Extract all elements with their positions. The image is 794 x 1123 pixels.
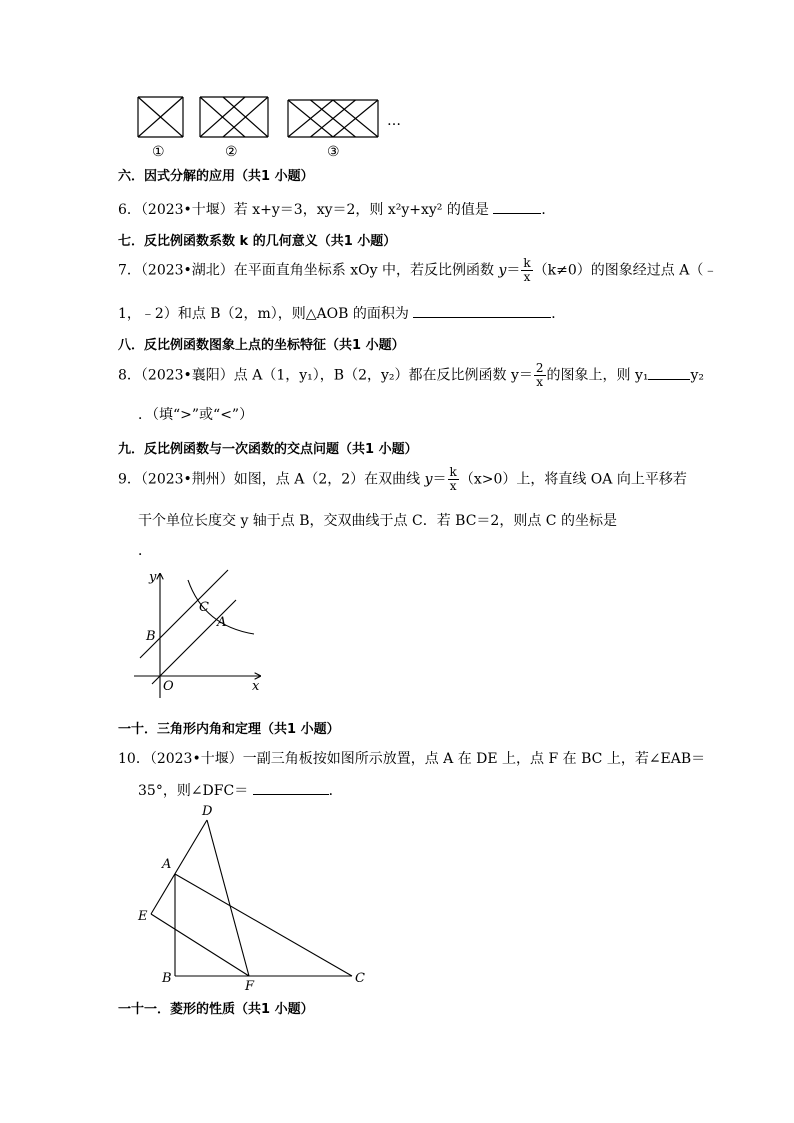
section-heading-9: 九．反比例函数与一次函数的交点问题（共1 小题） [118, 442, 418, 457]
question-7-text-b: （k≠0）的图象经过点 A（﹣ [533, 262, 718, 279]
question-6-text: x+y＝3，xy＝2，则 x²y+xy² 的值是 [252, 202, 489, 218]
question-8-text-b: 的图象上，则 y₁ [546, 367, 649, 384]
ellipsis: … [387, 113, 401, 129]
point-label-c: C [355, 971, 365, 986]
point-label-c: C [199, 600, 209, 615]
question-7-text-c: 1，﹣2）和点 B（2，m），则△AOB 的面积为 [118, 306, 409, 322]
answer-blank[interactable] [493, 212, 541, 214]
question-10-line-1: 10．（2023•十堰）一副三角板按如图所示放置，点 A 在 DE 上，点 F 在 BC 上，若∠EAB＝ [118, 751, 706, 767]
figure-label-2: ② [225, 144, 238, 160]
point-label-e: E [138, 909, 148, 924]
fraction-2-over-x: $\frac{2}{x}$ [535, 361, 544, 389]
point-label-f: F [245, 979, 255, 992]
point-label-o: O [163, 679, 174, 694]
question-9-line-2: 干个单位长度交 y 轴于点 B，交双曲线于点 C．若 BC＝2，则点 C 的坐标是 [138, 513, 617, 529]
question-8-text-c: y₂ [690, 367, 705, 384]
question-8-line-2: ．（填“>”或“<”） [138, 407, 254, 423]
section-heading-6: 六．因式分解的应用（共1 小题） [118, 169, 314, 184]
question-9-text-b: （x>0）上，将直线 OA 向上平移若 [459, 471, 687, 488]
point-label-a: A [162, 857, 172, 872]
axis-label-y: y [149, 570, 157, 585]
question-9-line-3: ． [138, 543, 152, 559]
point-label-b: B [162, 971, 172, 986]
question-9-text-a: 9．（2023•荆州）如图，点 A（2，2）在双曲线 [118, 471, 421, 488]
section-heading-8: 八．反比例函数图象上点的坐标特征（共1 小题） [118, 338, 405, 353]
answer-blank[interactable] [253, 793, 329, 795]
question-7-text-a: 7．（2023•湖北）在平面直角坐标系 xOy 中，若反比例函数 [118, 262, 494, 279]
section-heading-11: 一十一．菱形的性质（共1 小题） [118, 1002, 314, 1017]
question-7-line-1: 7．（2023•湖北）在平面直角坐标系 xOy 中，若反比例函数 y＝ $\frac{k}{x}$ （k≠0）的图象经过点 A（﹣ [118, 256, 718, 284]
figure-label-1: ① [152, 144, 165, 160]
answer-blank[interactable] [648, 378, 690, 380]
bowtie-pattern-figure [130, 92, 420, 160]
question-8-line-1: 8．（2023•襄阳）点 A（1，y₁），B（2，y₂）都在反比例函数 y＝ $\frac{2}{x}$ 的图象上，则 y₁ y₂ [118, 361, 705, 389]
point-label-d: D [202, 804, 213, 819]
question-6-prefix: 6．（2023•十堰）若 [118, 202, 253, 218]
fraction-k-over-x: $\frac{k}{x}$ [449, 465, 457, 493]
section-heading-7: 七．反比例函数系数 k 的几何意义（共1 小题） [118, 234, 397, 249]
question-6: 6．（2023•十堰）若 x+y＝3，xy＝2，则 x²y+xy² 的值是 ． [118, 202, 556, 218]
section-heading-10: 一十．三角形内角和定理（共1 小题） [118, 722, 340, 737]
question-8-text-a: 8．（2023•襄阳）点 A（1，y₁），B（2，y₂）都在反比例函数 [118, 367, 507, 384]
fraction-k-over-x: $\frac{k}{x}$ [523, 256, 531, 284]
question-10-text-b: 35°，则∠DFC＝ [138, 783, 249, 799]
point-label-a: A [217, 615, 227, 630]
answer-blank[interactable] [413, 316, 551, 318]
point-label-b: B [146, 629, 156, 644]
question-7-line-2: 1，﹣2）和点 B（2，m），则△AOB 的面积为 ． [118, 306, 566, 322]
triangle-set-figure [130, 800, 380, 992]
figure-label-3: ③ [327, 144, 340, 160]
question-10-line-2: 35°，则∠DFC＝ ． [138, 783, 343, 799]
hyperbola-graph-figure [132, 566, 272, 700]
axis-label-x: x [252, 679, 260, 694]
question-9-line-1: 9．（2023•荆州）如图，点 A（2，2）在双曲线 y＝ $\frac{k}{x}$ （x>0）上，将直线 OA 向上平移若 [118, 465, 687, 493]
